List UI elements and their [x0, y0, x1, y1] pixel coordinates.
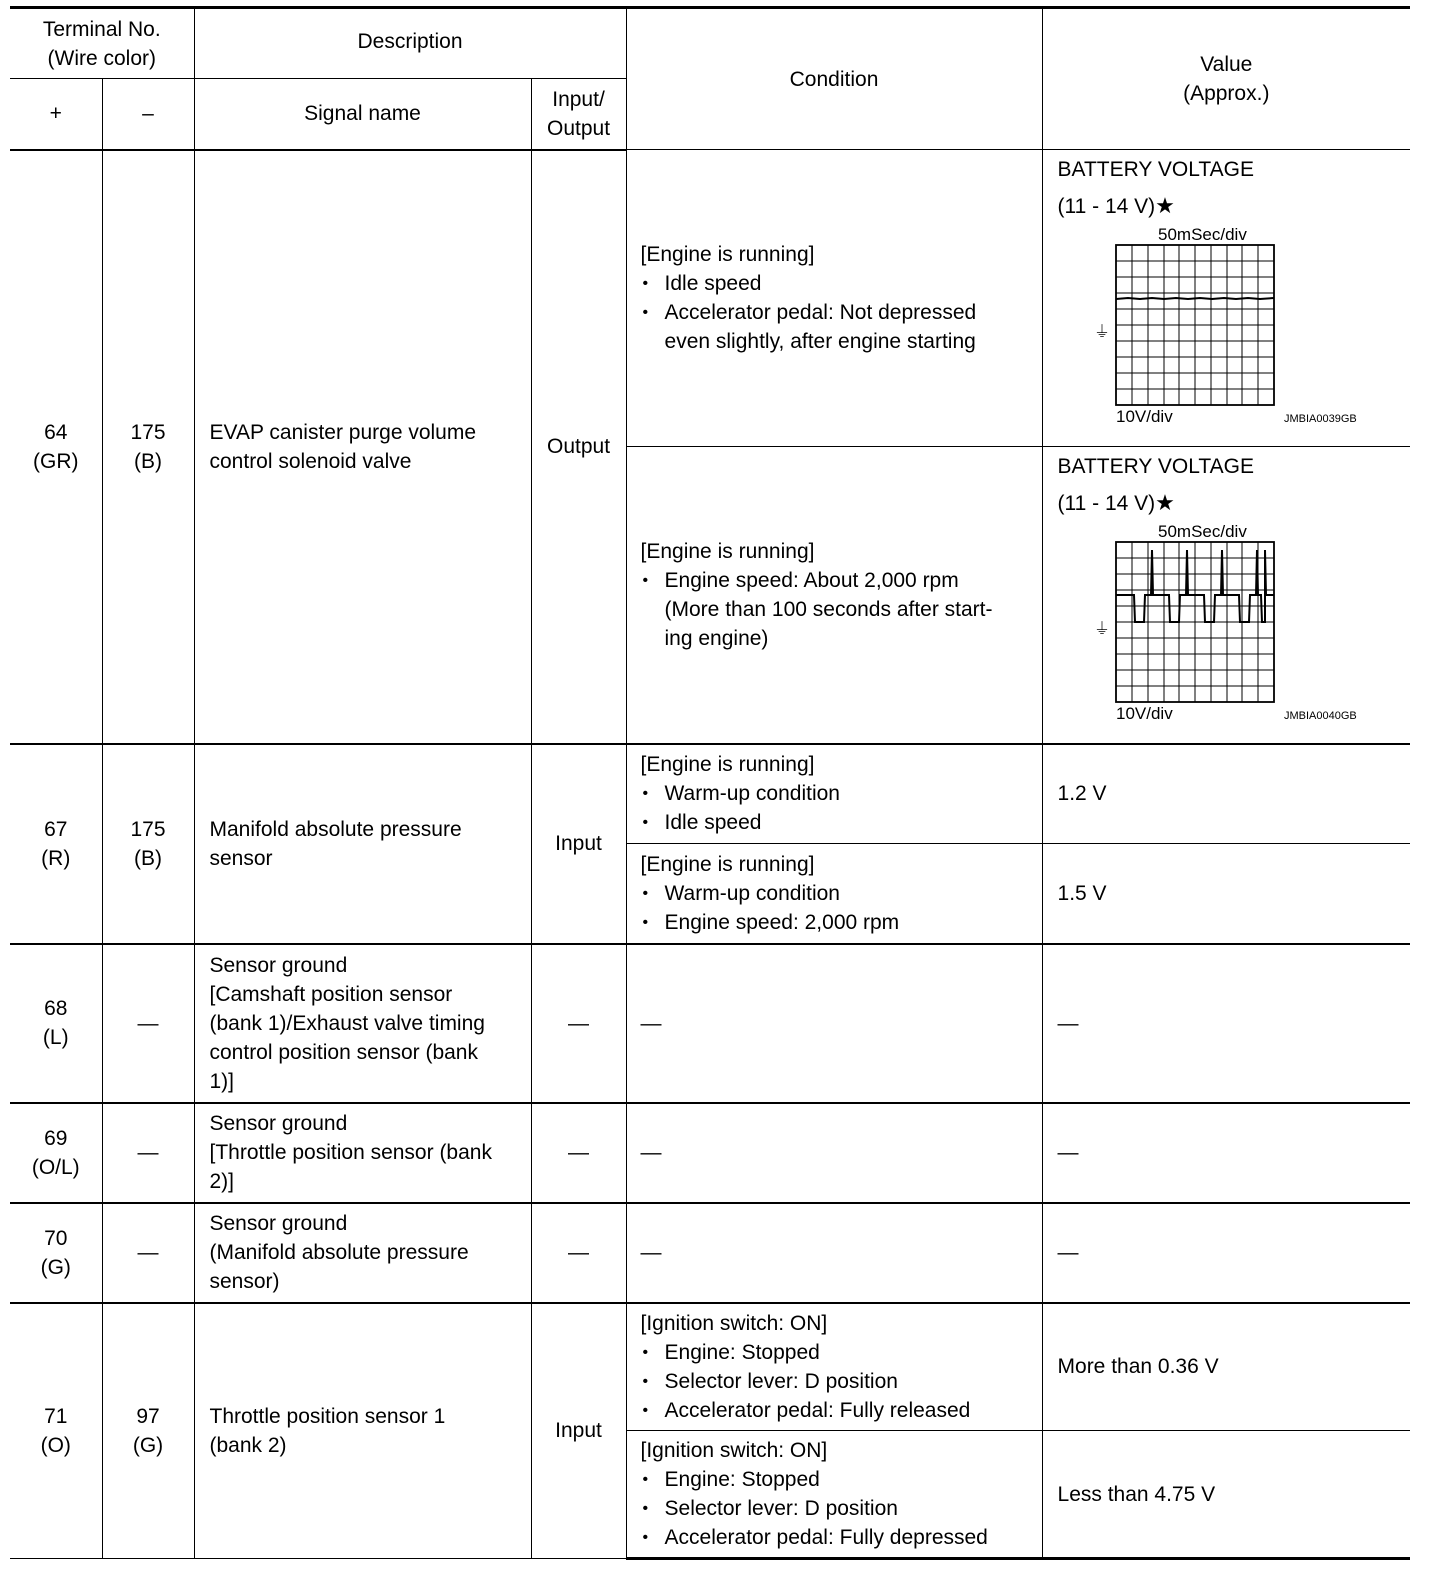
- terminal-number: 175: [130, 817, 166, 841]
- signal-name-line: (bank 1)/Exhaust valve timing: [209, 1011, 485, 1035]
- header-minus: –: [102, 79, 194, 150]
- condition-list: [641, 269, 1036, 356]
- oscilloscope-waveform-2000rpm: [1058, 522, 1388, 722]
- condition-item: [641, 566, 1036, 653]
- condition-item: • Selector lever: D position: [641, 1494, 1036, 1523]
- io-71: Input: [531, 1303, 626, 1559]
- condition-item-line: • Accelerator pedal: Not depressed: [664, 301, 977, 324]
- signal-name-line: 2)]: [209, 1170, 235, 1193]
- value-line: [1058, 188, 1411, 225]
- condition-68: —: [626, 944, 1042, 1103]
- scope-volt-scale: 10V/div: [1115, 704, 1173, 722]
- oscilloscope-waveform-idle: [1058, 225, 1388, 425]
- terminal-number: 71: [44, 1404, 68, 1428]
- condition-item: • Warm-up condition: [641, 879, 1036, 908]
- condition-list: [641, 1338, 1036, 1425]
- signal-name-70: [194, 1203, 531, 1303]
- condition-70: —: [626, 1203, 1042, 1303]
- terminal-number: 68: [44, 997, 68, 1020]
- terminal-plus-67: [10, 744, 102, 944]
- table-row-71: [10, 1303, 1410, 1431]
- condition-item: • Accelerator pedal: Fully released: [641, 1396, 1036, 1425]
- signal-name-line: (bank 2): [209, 1433, 287, 1457]
- condition-item: • Engine speed: 2,000 rpm: [641, 908, 1036, 937]
- condition-67-idle: [626, 744, 1042, 844]
- signal-name-68: [194, 944, 531, 1103]
- io-64: Output: [531, 150, 626, 744]
- terminal-spec-table: [10, 6, 1410, 1560]
- signal-name-line: Sensor ground: [209, 953, 348, 977]
- signal-name-71: [194, 1303, 531, 1559]
- header-condition: Condition: [626, 8, 1042, 150]
- terminal-plus-71: [10, 1303, 102, 1559]
- table-row-68: [10, 944, 1410, 1103]
- terminal-number: 70: [44, 1226, 68, 1250]
- terminal-plus-68: [10, 944, 102, 1103]
- terminal-minus-69: —: [102, 1103, 194, 1203]
- condition-item: • Warm-up condition: [641, 779, 1036, 808]
- signal-name-line: sensor: [209, 846, 273, 870]
- condition-item: • Idle speed: [641, 269, 1036, 298]
- condition-item: • Selector lever: D position: [641, 1367, 1036, 1396]
- value-69: —: [1042, 1103, 1410, 1203]
- io-69: —: [531, 1103, 626, 1203]
- wire-color: (G): [40, 1255, 71, 1279]
- signal-name-67: [194, 744, 531, 944]
- header-input-output: [531, 79, 626, 150]
- terminal-number: 175: [130, 420, 166, 444]
- wire-color: (B): [134, 449, 162, 473]
- signal-name-line: control position sensor (bank: [209, 1040, 478, 1064]
- signal-name-line: Sensor ground: [209, 1212, 348, 1235]
- wire-color: (O): [40, 1433, 71, 1457]
- io-67: Input: [531, 744, 626, 944]
- condition-list: [641, 879, 1036, 937]
- condition-title: [Ignition switch: ON]: [640, 1439, 828, 1462]
- terminal-plus-70: [10, 1203, 102, 1303]
- ground-symbol-icon: ⏚: [1093, 322, 1110, 341]
- condition-69: —: [626, 1103, 1042, 1203]
- signal-name-line: sensor): [209, 1270, 280, 1293]
- wire-color: (GR): [33, 449, 79, 473]
- condition-item: • Engine: Stopped: [641, 1465, 1036, 1494]
- condition-title: [Engine is running]: [640, 753, 815, 777]
- condition-item-line: ing engine): [664, 626, 769, 650]
- value-70: —: [1042, 1203, 1410, 1303]
- header-terminal-no-label: Terminal No.: [42, 17, 161, 41]
- condition-item-line: • Engine speed: About 2,000 rpm: [664, 568, 959, 592]
- header-description: Description: [194, 8, 626, 79]
- table-row-70: [10, 1203, 1410, 1303]
- scope-volt-scale: 10V/div: [1115, 407, 1173, 425]
- terminal-minus-70: —: [102, 1203, 194, 1303]
- star-icon: ★: [1155, 490, 1175, 515]
- terminal-minus-71: [102, 1303, 194, 1559]
- ground-symbol-icon: ⏚: [1093, 619, 1110, 638]
- scope-time-scale: 50mSec/div: [1157, 522, 1247, 541]
- value-71-depressed: Less than 4.75 V: [1042, 1431, 1410, 1559]
- star-icon: ★: [1155, 193, 1175, 218]
- condition-item-line: (More than 100 seconds after start-: [664, 597, 993, 621]
- condition-item: • Engine: Stopped: [641, 1338, 1036, 1367]
- terminal-minus-68: —: [102, 944, 194, 1103]
- signal-name-line: EVAP canister purge volume: [209, 420, 477, 444]
- signal-name-line: Sensor ground: [209, 1112, 348, 1135]
- signal-name-line: [Throttle position sensor (bank: [209, 1141, 492, 1164]
- condition-item: [641, 298, 1036, 356]
- value-line: [1058, 485, 1411, 522]
- condition-item: • Accelerator pedal: Fully depressed: [641, 1523, 1036, 1552]
- signal-name-69: [194, 1103, 531, 1203]
- header-value: [1042, 8, 1410, 150]
- terminal-minus-67: [102, 744, 194, 944]
- header-signal-name: Signal name: [194, 79, 531, 150]
- terminal-minus-64: [102, 150, 194, 744]
- header-io-line1: Input/: [552, 87, 605, 111]
- value-71-released: More than 0.36 V: [1042, 1303, 1410, 1431]
- condition-item-line: even slightly, after engine starting: [664, 330, 976, 353]
- value-line: BATTERY VOLTAGE: [1057, 455, 1254, 478]
- signal-name-line: [Camshaft position sensor: [209, 982, 453, 1006]
- scope-trace: [1116, 298, 1274, 299]
- scope-grid: [1116, 245, 1274, 405]
- scope-figure-id: JMBIA0040GB: [1283, 710, 1357, 722]
- condition-title: [Engine is running]: [640, 243, 815, 266]
- wire-color: (O/L): [31, 1155, 80, 1179]
- value-67-idle: 1.2 V: [1042, 744, 1410, 844]
- condition-71-released: [626, 1303, 1042, 1431]
- condition-item: • Idle speed: [641, 808, 1036, 837]
- condition-list: [641, 1465, 1036, 1552]
- signal-name-64: [194, 150, 531, 744]
- terminal-number: 97: [136, 1404, 160, 1428]
- value-64-2000rpm: [1042, 447, 1410, 744]
- value-range: (11 - 14 V): [1057, 492, 1156, 515]
- signal-name-line: (Manifold absolute pressure: [209, 1241, 469, 1264]
- scope-time-scale: 50mSec/div: [1157, 225, 1247, 244]
- condition-67-2000rpm: [626, 844, 1042, 944]
- terminal-plus-69: [10, 1103, 102, 1203]
- condition-71-depressed: [626, 1431, 1042, 1559]
- signal-name-line: 1)]: [209, 1069, 235, 1093]
- terminal-number: 67: [44, 817, 68, 841]
- condition-title: [Ignition switch: ON]: [640, 1311, 828, 1335]
- terminal-number: 64: [44, 420, 68, 444]
- condition-title: [Engine is running]: [640, 539, 815, 563]
- value-68: —: [1042, 944, 1410, 1103]
- condition-title: [Engine is running]: [640, 852, 815, 876]
- table-row-64: [10, 150, 1410, 447]
- scope-figure-id: JMBIA0039GB: [1283, 413, 1357, 425]
- condition-list: [641, 566, 1036, 653]
- io-68: —: [531, 944, 626, 1103]
- condition-64-idle: [626, 150, 1042, 447]
- terminal-plus-64: [10, 150, 102, 744]
- value-67-2000rpm: 1.5 V: [1042, 844, 1410, 944]
- header-io-line2: Output: [546, 116, 611, 140]
- io-70: —: [531, 1203, 626, 1303]
- header-wire-color-label: (Wire color): [47, 46, 156, 70]
- header-terminal-no: [10, 8, 194, 79]
- value-range: (11 - 14 V): [1057, 195, 1156, 218]
- signal-name-line: Throttle position sensor 1: [209, 1404, 446, 1428]
- wire-color: (R): [41, 846, 71, 870]
- wire-color: (L): [42, 1026, 69, 1049]
- header-value-label: Value: [1200, 53, 1253, 76]
- condition-64-2000rpm: [626, 447, 1042, 744]
- condition-list: [641, 779, 1036, 837]
- wire-color: (B): [134, 846, 162, 870]
- header-approx-label: (Approx.): [1183, 82, 1270, 105]
- signal-name-line: Manifold absolute pressure: [209, 817, 462, 841]
- wire-color: (G): [132, 1433, 164, 1457]
- table-row-69: [10, 1103, 1410, 1203]
- signal-name-line: control solenoid valve: [209, 449, 412, 473]
- value-64-idle: [1042, 150, 1410, 447]
- header-plus: +: [10, 79, 102, 150]
- value-line: BATTERY VOLTAGE: [1057, 158, 1254, 181]
- table-row-67: [10, 744, 1410, 844]
- terminal-number: 69: [44, 1126, 68, 1150]
